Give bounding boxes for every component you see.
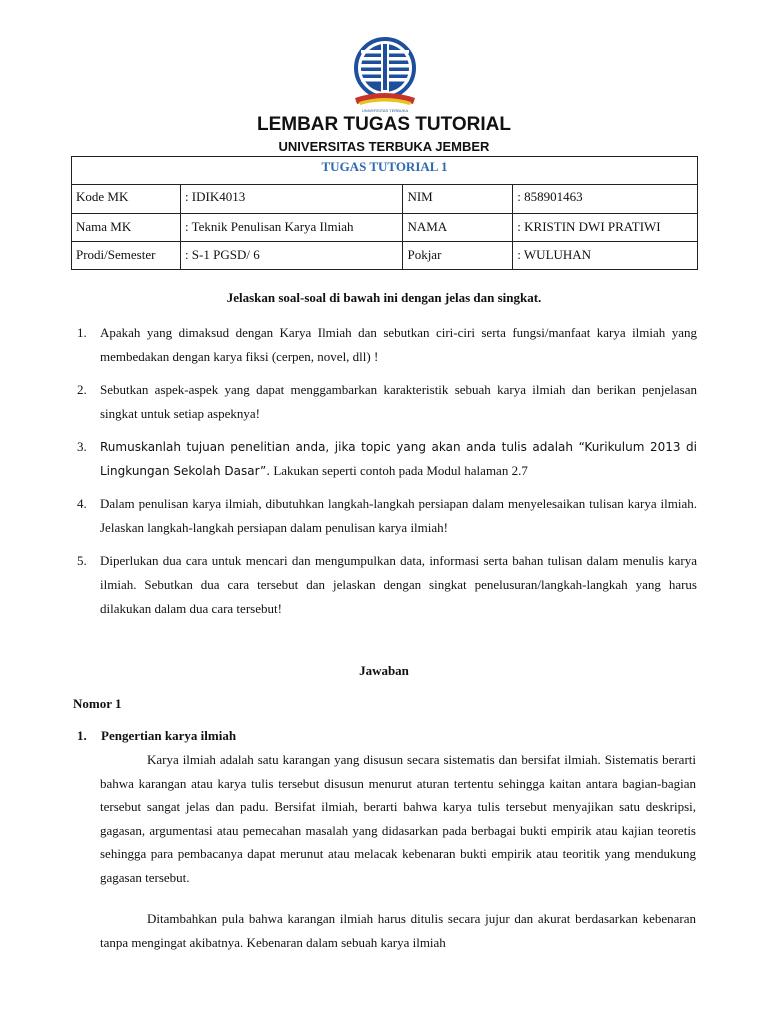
section-number: 1. (77, 728, 87, 743)
answer-paragraph: Karya ilmiah adalah satu karangan yang disusun secara sistematis dan bersifat ilmiah. Sistematis berarti bahwa karangan atau karya tulis tersebut disusun menurut aturan tertentu sehingga kaitan antara bagian-bagian tersebut sangat jelas dan padu. Bersifat ilmiah, berarti bahwa karya tulis tersebut menyajikan satu deskripsi, gagasan, argumentasi atau pemecahan masalah yang didasarkan pada berbagai bukti empirik atau kajian teoretis sehingga para pembacanya dapat merunut atau melacak kebenaran bukti empirik atau teoritik yang mendukung gagasan tersebut. (100, 752, 696, 885)
section-title: Pengertian karya ilmiah (101, 728, 237, 743)
question-item (73, 378, 697, 426)
question-text-sans: Rumuskanlah tujuan penelitian anda, jika topic yang akan anda tulis adalah “Kurikulum 2013 di Lingkungan Sekolah Dasar”. (100, 440, 697, 478)
question-text: Dalam penulisan karya ilmiah, dibutuhkan langkah-langkah persiapan dalam menyelesaikan tulisan karya ilmiah. Jelaskan langkah-langkah persiapan dalam penulisan karya ilmiah! (100, 496, 697, 535)
document-title: LEMBAR TUGAS TUTORIAL (256, 114, 512, 135)
table-cell-label: NAMA (403, 214, 513, 242)
question-number: 3. (77, 439, 87, 454)
table-cell-value: : KRISTIN DWI PRATIWI (513, 214, 698, 242)
table-cell-label: Kode MK (72, 185, 181, 214)
question-text: Apakah yang dimaksud dengan Karya Ilmiah dan sebutkan ciri-ciri serta fungsi/manfaat karya ilmiah yang membedakan dengan karya fiksi (cerpen, novel, dll) ! (100, 325, 697, 364)
table-cell-label: NIM (403, 185, 513, 214)
question-text: Lakukan seperti contoh pada Modul halaman 2.7 (270, 463, 528, 478)
table-cell-label: Prodi/Semester (72, 242, 181, 270)
student-info-table (71, 156, 698, 270)
table-row (72, 242, 698, 270)
answer-heading: Jawaban (359, 663, 409, 678)
table-cell-label: Nama MK (72, 214, 181, 242)
document-subtitle: UNIVERSITAS TERBUKA JEMBER (278, 139, 490, 154)
table-heading-row (72, 157, 698, 185)
question-number: 2. (77, 382, 87, 397)
table-cell-value: : S-1 PGSD/ 6 (180, 242, 403, 270)
answer-paragraph: Ditambahkan pula bahwa karangan ilmiah harus ditulis secara jujur dan akurat berdasarkan kebenaran tanpa mengingat akibatnya. Kebenaran dalam sebuah karya ilmiah (100, 911, 696, 950)
table-row (72, 185, 698, 214)
table-cell-value: : Teknik Penulisan Karya Ilmiah (180, 214, 403, 242)
question-number: 1. (77, 325, 87, 340)
question-text: Sebutkan aspek-aspek yang dapat menggambarkan karakteristik sebuah karya ilmiah dan berikan penjelasan singkat untuk setiap aspeknya! (100, 382, 697, 421)
table-cell-value: : WULUHAN (513, 242, 698, 270)
question-number: 5. (77, 553, 87, 568)
question-text: Diperlukan dua cara untuk mencari dan mengumpulkan data, informasi serta bahan tulisan dalam menulis karya ilmiah. Sebutkan dua cara tersebut dan jelaskan dengan singkat penelusuran/langkah-langkah yang harus dilakukan dalam dua cara tersebut! (100, 553, 697, 616)
question-item (73, 549, 697, 621)
question-number: 4. (77, 496, 87, 511)
question-item (73, 492, 697, 540)
question-item (73, 321, 697, 369)
universitas-terbuka-logo (347, 36, 423, 118)
table-cell-value: : IDIK4013 (180, 185, 403, 214)
question-item (73, 435, 697, 483)
instruction-text: Jelaskan soal-soal di bawah ini dengan jelas dan singkat. (226, 290, 542, 305)
answer-number-label: Nomor 1 (73, 696, 122, 711)
logo-caption: UNIVERSITAS TERBUKA (361, 108, 409, 113)
table-cell-value: : 858901463 (513, 185, 698, 214)
table-row (72, 214, 698, 242)
question-list (73, 321, 697, 630)
table-cell-label: Pokjar (403, 242, 513, 270)
table-heading: TUGAS TUTORIAL 1 (72, 157, 698, 185)
section-heading (77, 728, 236, 744)
